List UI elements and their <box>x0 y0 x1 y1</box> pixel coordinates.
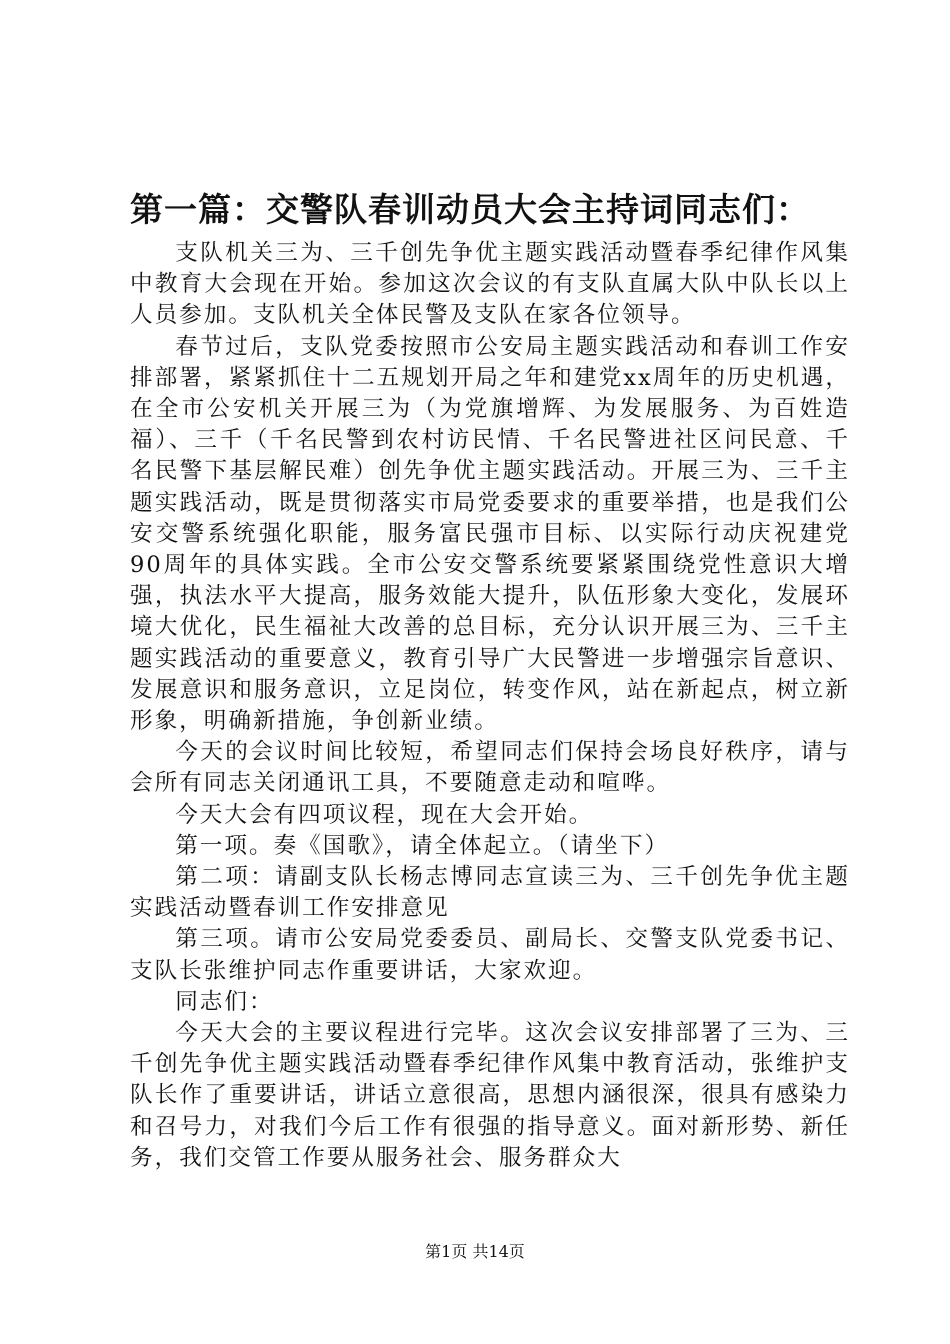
document-body <box>130 238 850 1174</box>
document-title: 第一篇：交警队春训动员大会主持词同志们： <box>130 190 810 229</box>
paragraph: 同志们： <box>175 988 274 1015</box>
paragraph: 今天大会的主要议程进行完毕。这次会议安排部署了三为、三千创先争优主题实践活动暨春季纪律作风集中教育活动，张维护支队长作了重要讲话，讲话立意很高，思想内涵很深，很具有感染力和召号力，对我们今后工作有很强的指导意义。面对新形势、新任务，我们交管工作要从服务社会、服务群众大 <box>130 1020 850 1171</box>
paragraph: 今天的会议时间比较短，希望同志们保持会场良好秩序，请与会所有同志关闭通讯工具，不要随意走动和喧哗。 <box>130 739 850 797</box>
paragraph: 支队机关三为、三千创先争优主题实践活动暨春季纪律作风集中教育大会现在开始。参加这次会议的有支队直属大队中队长以上人员参加。支队机关全体民警及支队在家各位领导。 <box>130 240 850 329</box>
paragraph: 第三项。请市公安局党委委员、副局长、交警支队党委书记、支队长张维护同志作重要讲话，大家欢迎。 <box>130 926 850 984</box>
page-footer: 第1页 共14页 <box>425 1242 525 1261</box>
paragraph: 春节过后，支队党委按照市公安局主题实践活动和春训工作安排部署，紧紧抓住十二五规划开局之年和建党xx周年的历史机遇，在全市公安机关开展三为（为党旗增辉、为发展服务、为百姓造福）、三千（千名民警到农村访民情、千名民警进社区问民意、千名民警下基层解民难）创先争优主题实践活动。开展三为、三千主题实践活动，既是贯彻落实市局党委要求的重要举措，也是我们公安交警系统强化职能，服务富民强市目标、以实际行动庆祝建党90周年的具体实践。全市公安交警系统要紧紧围绕党性意识大增强，执法水平大提高，服务效能大提升，队伍形象大变化，发展环境大优化，民生福祉大改善的总目标，充分认识开展三为、三千主题实践活动的重要意义，教育引导广大民警进一步增强宗旨意识、发展意识和服务意识，立足岗位，转变作风，站在新起点，树立新形象，明确新措施，争创新业绩。 <box>130 333 850 735</box>
paragraph: 第二项：请副支队长杨志博同志宣读三为、三千创先争优主题实践活动暨春训工作安排意见 <box>130 864 850 922</box>
paragraph: 今天大会有四项议程，现在大会开始。 <box>175 801 594 828</box>
paragraph: 第一项。奏《国歌》，请全体起立。（请坐下） <box>175 832 670 859</box>
